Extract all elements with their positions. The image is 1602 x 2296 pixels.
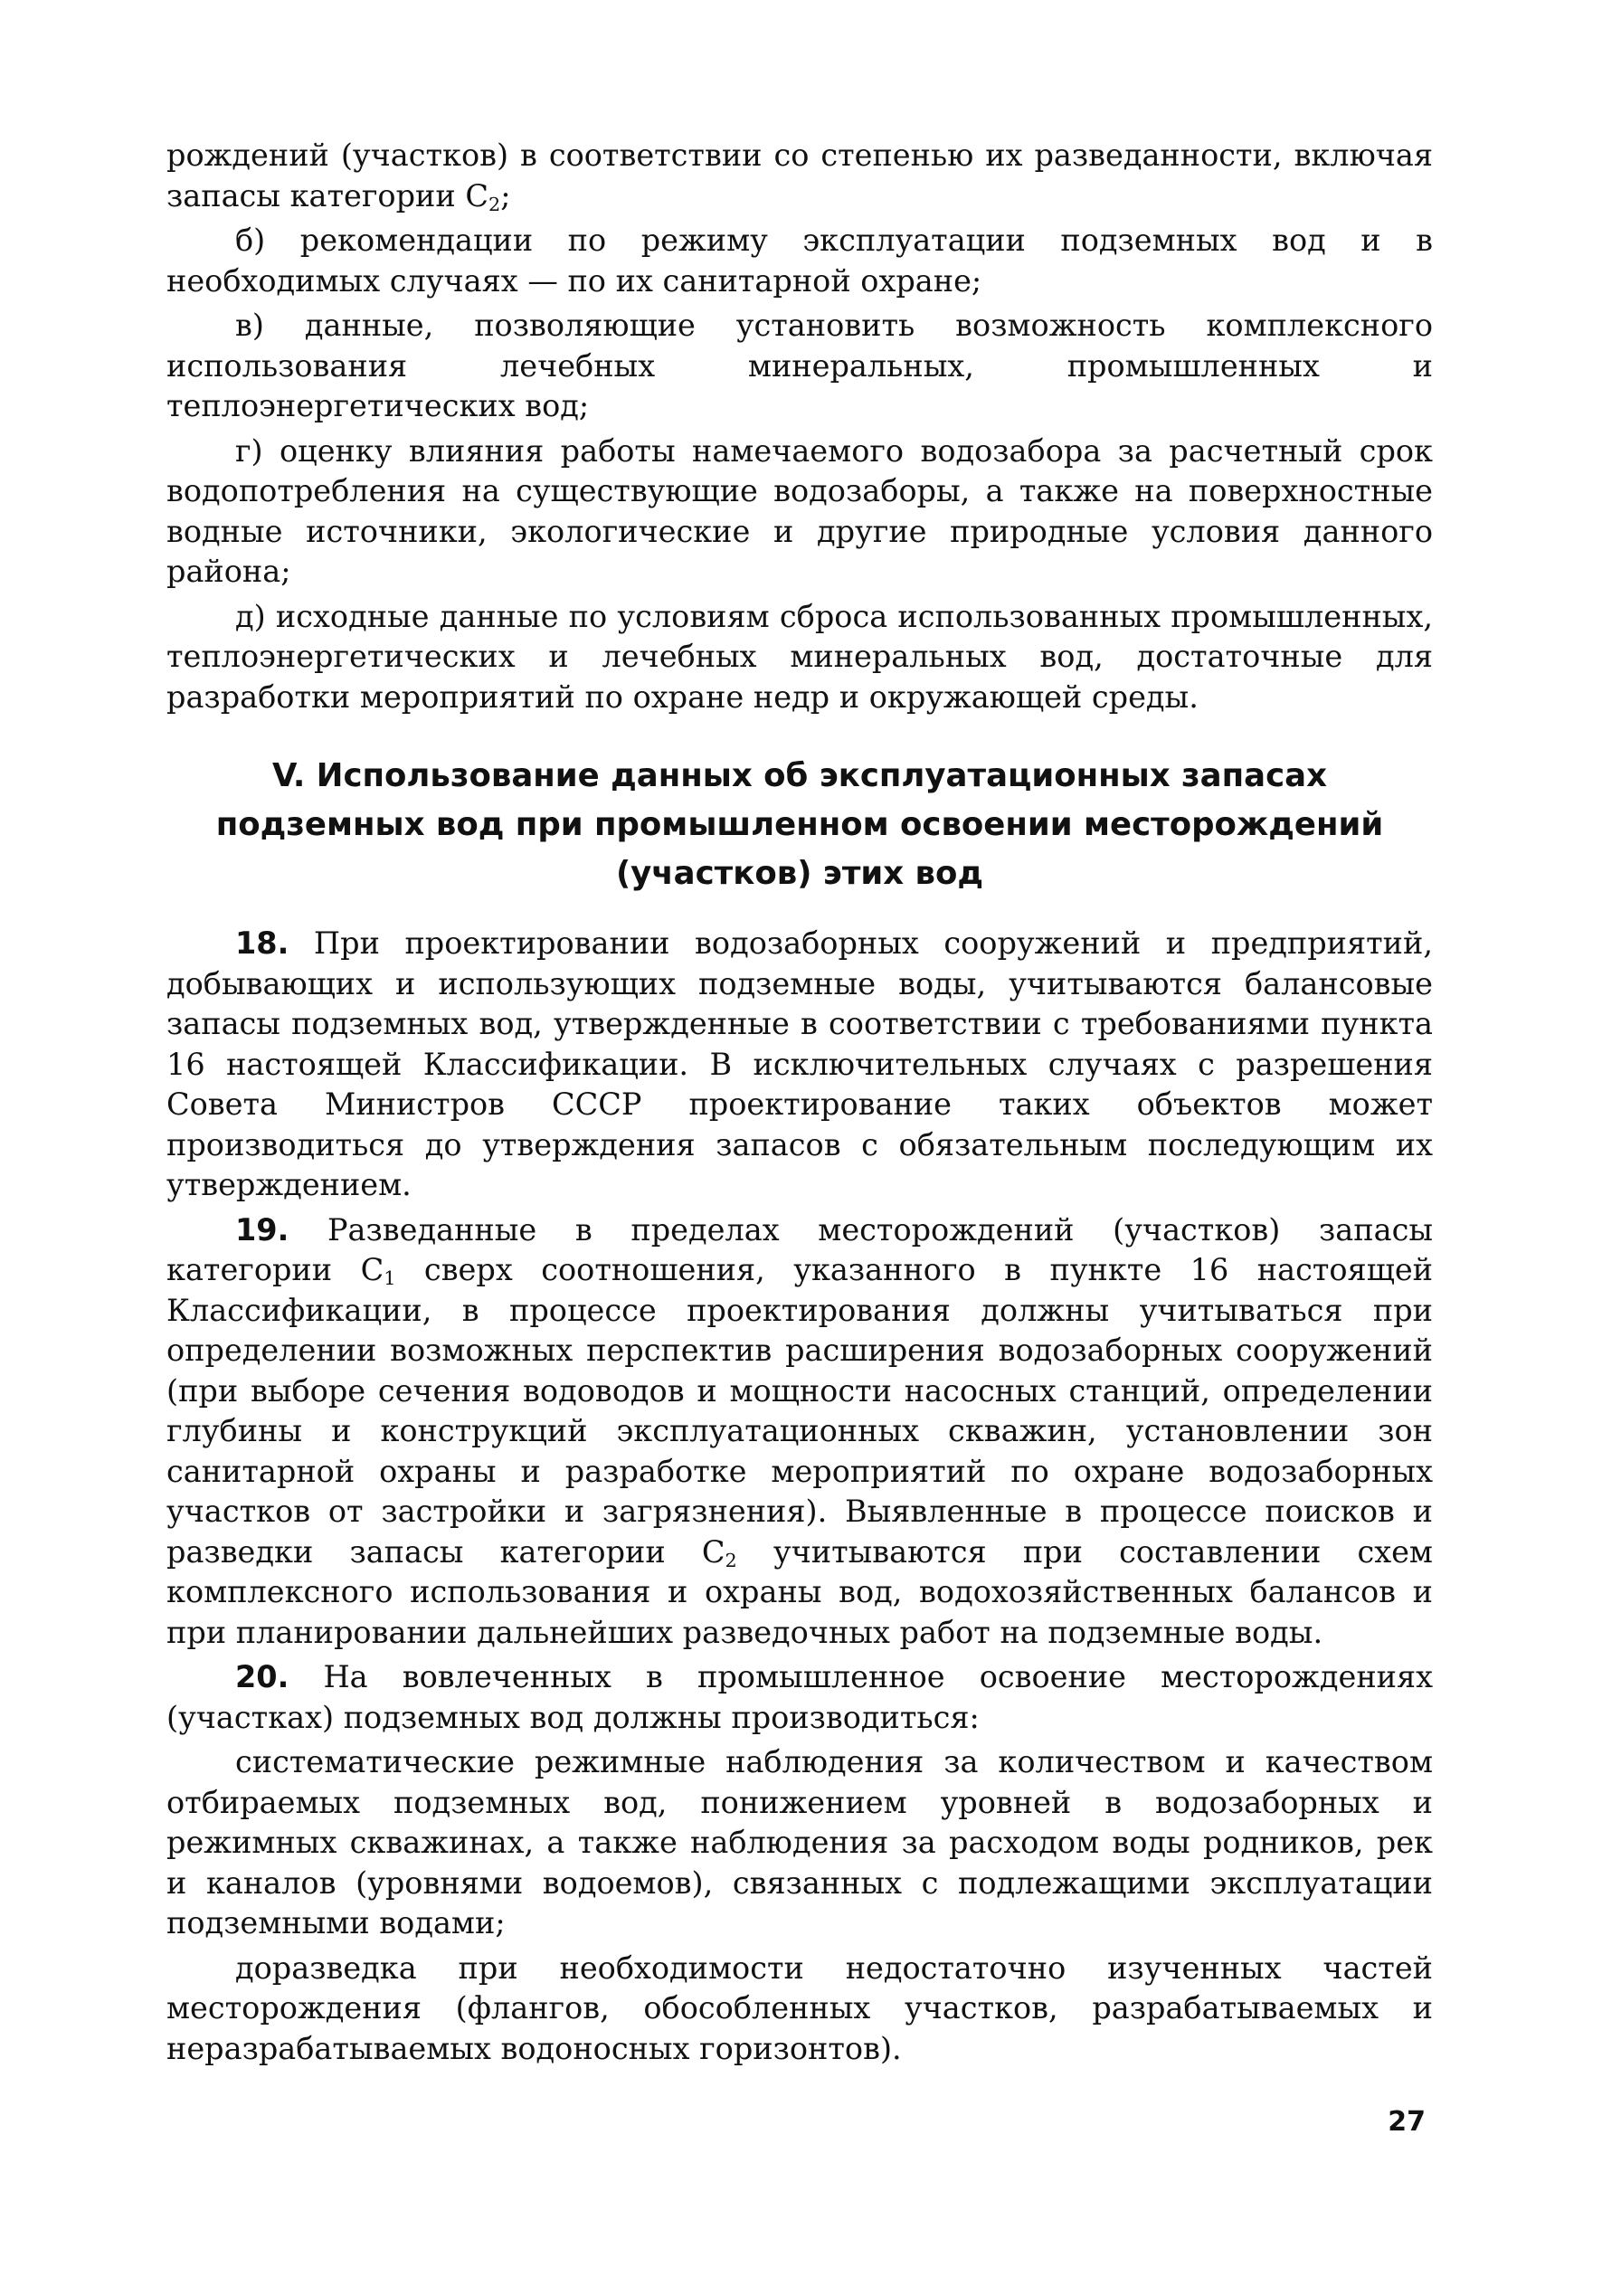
paragraph-text: учитываются при составлении схем комплексного использования и охраны вод, водохозяйственных балансов и при планировании дальнейших разведочных работ на подземные воды. [166, 1533, 1433, 1650]
intro-text-end: ; [500, 177, 511, 213]
paragraph-text: сверх соотношения, указанного в пункте 16 настоящей Классификации, в процессе проектирования должны учитываться при определении возможных перспектив расширения водозаборных сооружений (при выборе сечения водоводов и мощности насосных станций, определении глубины и конструкций эксплуатационных скважин, установлении зон санитарной охраны и разработке мероприятий по охране водозаборных участков от застройки и загрязнения). Выявленные в процессе поисков и разведки запасы категории С [166, 1252, 1433, 1570]
paragraph-20 [166, 1657, 1433, 1738]
subscript: 2 [725, 1549, 737, 1571]
list-item-c: в) данные, позволяющие установить возможность комплексного использования лечебных минеральных, промышленных и теплоэнергетических вод; [166, 308, 1433, 423]
section-heading-line-2: подземных вод при промышленном освоении месторождений [215, 806, 1384, 843]
list-item-d: г) оценку влияния работы намечаемого водозабора за расчетный срок водопотребления на существующие водозаборы, а также на поверхностные водные источники, экологические и другие природные условия данного района; [166, 432, 1433, 589]
subscript: 2 [488, 193, 501, 215]
section-heading-line-3: (участков) этих вод [615, 855, 984, 892]
intro-text: рождений (участков) в соответствии со степенью их разведанности, включая запасы категории С [166, 138, 1433, 213]
paragraph-19 [166, 1210, 1433, 1654]
paragraph-number: 20. [235, 1659, 289, 1694]
paragraph-number: 18. [235, 925, 289, 961]
paragraph-text: При проектировании водозаборных сооружений и предприятий, добывающих и использующих подземные воды, учитываются балансовые запасы подземных вод, утвержденные в соответствии с требованиями пункта 16 настоящей Классификации. В исключительных случаях с разрешения Совета Министров СССР проектирование таких объектов может производиться до утверждения запасов с обязательным последующим их утверждением. [166, 925, 1433, 1202]
subscript: 1 [384, 1267, 396, 1290]
paragraph-20-item-1: систематические режимные наблюдения за количеством и качеством отбираемых подземных вод, понижением уровней в водозаборных и режимных скважинах, а также наблюдения за расходом воды родников, рек и каналов (уровнями водоемов), связанных с подлежащими эксплуатации подземными водами; [166, 1744, 1433, 1940]
section-heading [166, 752, 1433, 898]
section-heading-line-1: V. Использование данных об эксплуатационных запасах [271, 757, 1327, 794]
intro-continuation [166, 136, 1433, 216]
paragraph-20-item-2: доразведка при необходимости недостаточно изученных частей месторождения (флангов, обособленных участков, разрабатываемых и неразрабатываемых водоносных горизонтов). [166, 1950, 1433, 2066]
list-item-e: д) исходные данные по условиям сброса использованных промышленных, теплоэнергетических и лечебных минеральных вод, достаточные для разработки мероприятий по охране недр и окружающей среды. [166, 598, 1433, 715]
page-body [166, 136, 1433, 2073]
paragraph-text: На вовлеченных в промышленное освоение месторождениях (участках) подземных вод должны производиться: [166, 1659, 1433, 1735]
paragraph-number: 19. [235, 1211, 289, 1248]
paragraph-text: Разведанные в пределах месторождений (участков) запасы категории С [166, 1211, 1433, 1287]
paragraph-18 [166, 924, 1433, 1206]
page-number: 27 [1388, 2106, 1426, 2138]
list-item-b: б) рекомендации по режиму эксплуатации подземных вод и в необходимых случаях — по их санитарной охране; [166, 223, 1433, 299]
